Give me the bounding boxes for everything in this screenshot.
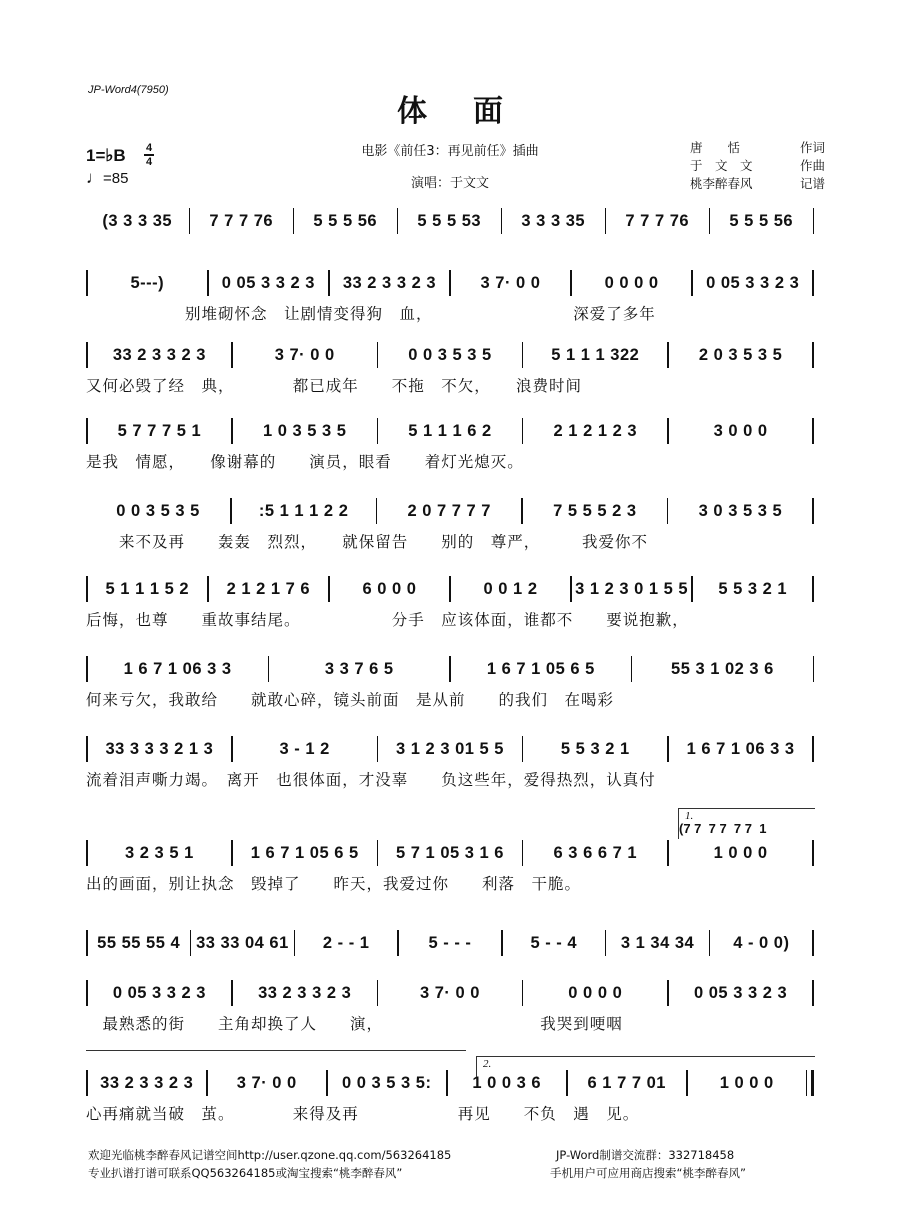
- measure: 3 - 1 2: [279, 739, 330, 758]
- measure: 0 05 3 3 2 3: [112, 983, 206, 1002]
- tempo-value: =85: [103, 170, 129, 187]
- notation-row: [86, 342, 814, 368]
- measure: 0 05 3 3 2 3: [694, 983, 788, 1002]
- credit-name: 于 文 文: [690, 158, 753, 173]
- measure: (3 3 3 35: [102, 211, 173, 230]
- measure: 5 - - 4: [530, 933, 578, 952]
- footer-line-1-right: JP-Word制谱交流群：332718458: [556, 1148, 735, 1162]
- singer: 演唱：于文文: [410, 176, 489, 191]
- key-signature: 1=♭B: [86, 146, 126, 165]
- credit-name: 桃李醉春风: [690, 176, 753, 191]
- measure: 6 1 7 7 01: [587, 1073, 666, 1092]
- measure: 3 7· 0 0: [236, 1073, 297, 1092]
- measure: 5 1 1 1 6 2: [408, 421, 492, 440]
- credit-name: 唐 恬: [690, 140, 741, 155]
- measure: 3 1 2 3 01 5 5: [396, 739, 504, 758]
- lyric-line: 后悔，也尊 重故事结尾。 分手 应该体面，谁都不 要说抱歉，: [86, 611, 689, 629]
- measure: 3 7· 0 0: [480, 273, 541, 292]
- measure: 5 5 3 2 1: [718, 579, 788, 598]
- measure: 5 1 1 1 5 2: [105, 579, 190, 598]
- measure: 6 0 0 0: [362, 579, 417, 598]
- barline: [813, 656, 815, 682]
- measure: 7 5 5 5 2 3: [553, 501, 637, 520]
- credit-transcriber: [690, 174, 825, 192]
- measure: 2 1 2 1 2 3: [553, 421, 638, 440]
- measure: 0 0 0 0: [568, 983, 623, 1002]
- measure: 5 7 7 7 5 1: [117, 421, 202, 440]
- volta-2-label: 2.: [483, 1058, 492, 1070]
- measure: 1 0 3 5 3 5: [262, 421, 347, 440]
- measure: 2 - - 1: [322, 933, 370, 952]
- measure: 0 0 1 2: [483, 579, 538, 598]
- measure: 2 0 3 5 3 5: [698, 345, 783, 364]
- measure: 1 6 7 1 05 6 5: [250, 843, 359, 862]
- measure: 3 3 3 35: [521, 211, 586, 230]
- measure: 33 2 3 3 2 3: [112, 345, 206, 364]
- lyric-line: 出的画面，别让执念 毁掉了 昨天，我爱过你 利落 干脆。: [86, 875, 582, 893]
- notation-row: [86, 840, 814, 866]
- measure: 2 0 7 7 7 7: [407, 501, 491, 520]
- footer-line-1-left: 欢迎光临桃李醉春风记谱空间http://user.qzone.qq.com/563264185: [88, 1148, 452, 1162]
- barline: [812, 980, 814, 1006]
- measure: 5 5 3 2 1: [560, 739, 630, 758]
- measure: 33 33 04 61: [196, 933, 289, 952]
- measure: 6 3 6 6 7 1: [553, 843, 638, 862]
- credit-role: 作曲: [799, 158, 825, 173]
- lyric-line: 又何必毁了经 典， 都已成年 不拖 不欠， 浪费时间: [86, 377, 583, 395]
- notation-row: [86, 418, 814, 444]
- footer-line-2-left: 专业扒谱打谱可联系QQ563264185或淘宝搜索“桃李醉春风”: [88, 1166, 403, 1180]
- notation-row: [86, 980, 814, 1006]
- measure: 0 0 0 0: [604, 273, 659, 292]
- measure: 5 5 5 56: [729, 211, 794, 230]
- measure: 3 1 34 34: [620, 933, 695, 952]
- measure: 7 7 7 76: [625, 211, 690, 230]
- notation-row: [86, 270, 814, 296]
- measure: 33 2 3 3 2 3: [342, 273, 437, 292]
- notation-row: [86, 736, 814, 762]
- credit-role: 作词: [799, 140, 825, 155]
- measure: 3 0 3 5 3 5: [698, 501, 783, 520]
- measure: 5 - - -: [428, 933, 472, 952]
- song-title: 体面: [397, 94, 549, 129]
- measure: :5 1 1 1 2 2: [258, 501, 349, 520]
- barline: [812, 270, 814, 296]
- measure: 5 1 1 1 322: [551, 345, 640, 364]
- notation-row: [86, 930, 814, 956]
- footer-line-2-right: 手机用户可应用商店搜索“桃李醉春风”: [550, 1166, 746, 1180]
- tie-line: [86, 1050, 466, 1051]
- measure: 1 6 7 1 06 3 3: [686, 739, 795, 758]
- measure: 5---): [130, 273, 165, 292]
- barline: [813, 208, 815, 234]
- notation-row: [86, 208, 814, 234]
- notation-row: [86, 576, 814, 602]
- measure: 0 0 3 5 3 5:: [342, 1073, 432, 1092]
- lyric-line: 来不及再 轰轰 烈烈， 就保留告 别的 尊严， 我爱你不: [86, 533, 649, 551]
- measure: 33 2 3 3 2 3: [100, 1073, 194, 1092]
- lyric-line: 最熟悉的街 主角却换了人 演， 我哭到哽咽: [86, 1015, 623, 1033]
- barline: [812, 576, 814, 602]
- measure: 0 05 3 3 2 3: [706, 273, 800, 292]
- measure: 1 0 0 0: [719, 1073, 774, 1092]
- volta-2-bracket: [476, 1056, 815, 1077]
- measure: 3 0 0 0: [713, 421, 768, 440]
- measure: 1 0 0 3 6: [472, 1073, 542, 1092]
- measure: 5 5 5 53: [417, 211, 482, 230]
- measure: 33 3 3 3 2 1 3: [105, 739, 214, 758]
- subtitle: 电影《前任3：再见前任》插曲: [361, 144, 539, 159]
- barline: [812, 418, 814, 444]
- measure: 7 7 7 76: [209, 211, 274, 230]
- measure: 0 05 3 3 2 3: [221, 273, 315, 292]
- credit-composer: [690, 156, 825, 174]
- barline: [812, 736, 814, 762]
- measure: 1 0 0 0: [713, 843, 768, 862]
- barline: [812, 930, 814, 956]
- measure: 5 5 5 56: [313, 211, 378, 230]
- barline: [812, 840, 814, 866]
- lyric-line: 流着泪声嘶力竭。 离开 也很体面，才没辜 负这些年，爱得热烈，认真付: [86, 771, 656, 789]
- measure: 3 7· 0 0: [274, 345, 335, 364]
- measure: 5 7 1 05 3 1 6: [396, 843, 504, 862]
- credit-role: 记谱: [799, 176, 825, 191]
- lyric-line: 何来亏欠，我敢给 就敢心碎，镜头前面 是从前 的我们 在喝彩: [86, 691, 615, 709]
- measure: 2 1 2 1 7 6: [226, 579, 311, 598]
- quarter-note-icon: ♩: [86, 168, 103, 187]
- lyric-line: 别堆砌怀念 让剧情变得狗 血， 深爱了多年: [86, 305, 656, 323]
- notation-row: [86, 498, 814, 524]
- time-sig-top: 4: [145, 142, 153, 154]
- measure: 0 0 3 5 3 5: [116, 501, 200, 520]
- measure: 33 2 3 3 2 3: [258, 983, 352, 1002]
- measure: 55 3 1 02 3 6: [671, 659, 774, 678]
- measure: 4 - 0 0): [733, 933, 790, 952]
- lyric-line: 是我 情愿， 像谢幕的 演员，眼看 着灯光熄灭。: [86, 453, 524, 471]
- measure: 55 55 55 4: [97, 933, 181, 952]
- barline: [812, 498, 814, 524]
- measure: 0 0 3 5 3 5: [408, 345, 492, 364]
- measure: 1 6 7 1 06 3 3: [123, 659, 232, 678]
- credit-lyricist: [690, 138, 825, 156]
- measure: 3 2 3 5 1: [125, 843, 194, 862]
- lyric-line: 心再痛就当破 茧。 来得及再 再见 不负 遇 见。: [86, 1105, 640, 1123]
- barline: [812, 342, 814, 368]
- notation-row: [86, 656, 814, 682]
- volta-1-notes: (7 7 7 7 7 7 1: [679, 821, 767, 836]
- volta-1-bracket: [678, 808, 815, 839]
- measure: 1 6 7 1 05 6 5: [486, 659, 595, 678]
- measure: 3 7· 0 0: [420, 983, 480, 1002]
- software-label: JP-Word4(7950): [88, 84, 169, 96]
- time-sig-bottom: 4: [145, 155, 153, 168]
- measure: 3 1 2 3 0 1 5 5: [575, 579, 689, 598]
- measure: 3 3 7 6 5: [324, 659, 394, 678]
- volta-1-label: 1.: [685, 810, 694, 822]
